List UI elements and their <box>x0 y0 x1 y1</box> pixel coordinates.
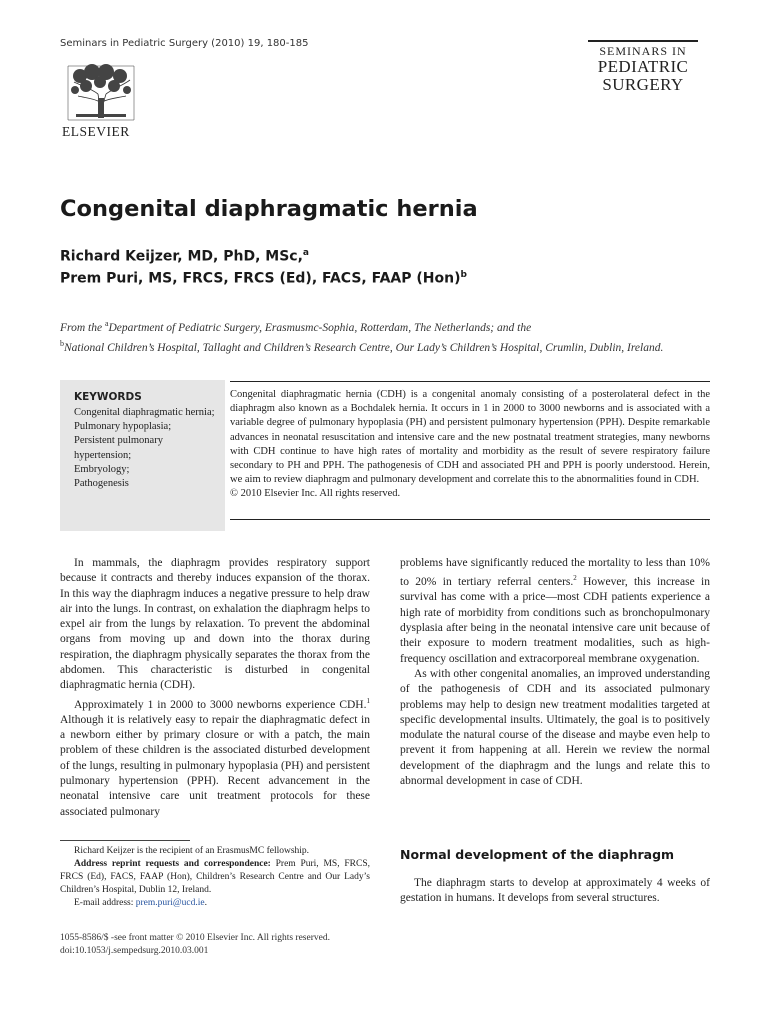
footnote-rule <box>60 840 190 841</box>
affiliation-a: Department of Pediatric Surgery, Erasmusmc-Sophia, Rotterdam, The Netherlands; and the <box>108 321 532 334</box>
journal-logo <box>588 40 698 94</box>
affiliation-prefix: From the <box>60 321 105 334</box>
footnote-email <box>60 897 370 910</box>
keywords-list <box>74 406 222 491</box>
journal-citation: Seminars in Pediatric Surgery (2010) 19, 180-185 <box>60 38 309 49</box>
body-text: However, this increase in survival has come with a price—most CDH patients experience a high rate of morbidity from conditions such as bronchopulmonary dysplasia after being in the neonatal intensive care unit because of their exposure to modern treatment modalities, such as high-frequency oscillation and extracorporeal membrane oxygenation. <box>400 576 711 665</box>
body-paragraph <box>60 694 370 820</box>
affiliation-a-mark: a <box>104 319 109 328</box>
keyword-item: Persistent pulmonary hypertension; <box>74 435 163 461</box>
article-title: Congenital diaphragmatic hernia <box>60 196 478 222</box>
body-column-right <box>400 556 710 789</box>
author-1-name: Richard Keijzer, MD, PhD, MSc, <box>60 248 303 265</box>
keyword-item: Congenital diaphragmatic hernia; <box>74 407 215 418</box>
reference-mark: 2 <box>573 574 577 583</box>
author-line-1 <box>60 248 309 265</box>
footnote-fellowship: Richard Keijzer is the recipient of an ErasmusMC fellowship. <box>74 846 310 856</box>
journal-logo-line1: SEMINARS IN <box>599 44 687 58</box>
abstract-copyright: © 2010 Elsevier Inc. All rights reserved. <box>230 488 401 500</box>
body-text: Although it is relatively easy to repair the diaphragmatic defect in a newborn either by primary closure or with a patch, the main problem of these children is the associated disturbed development of the lungs, resulting in pulmonary hypoplasia (PH) and persistent pulmonary hypertension (PPH). Recent advancement in the neonatal intensive care unit treatment protocols for these associated pulmonary <box>60 713 370 818</box>
section-heading: Normal development of the diaphragm <box>400 847 675 862</box>
abstract-text: Congenital diaphragmatic hernia (CDH) is a congenital anomaly consisting of a posterolateral defect in the diaphragm also known as a Bochdalek hernia. It occurs in 1 in 2000 to 3000 newborns and is associated with a variable degree of pulmonary hypoplasia (PH) and persistent pulmonary hypertension (PPH). Despite remarkable advances in neonatal resuscitation and intensive care and the new postnatal treatment strategies, many newborns with CDH continue to have high rates of mortality and morbidity as the result of severe respiratory failure secondary to PH and PPH. The pathogenesis of CDH and associated PH and PPH is poorly understood. Herein, we aim to review diaphragm and pulmonary development and correlate this to the abnormalities found in CDH. <box>230 389 710 486</box>
journal-logo-rule <box>588 40 698 42</box>
journal-logo-line2: PEDIATRIC <box>597 57 689 76</box>
abstract <box>230 388 710 502</box>
page-footer <box>60 932 330 958</box>
body-text: Approximately 1 in 2000 to 3000 newborns experience CDH. <box>74 698 367 711</box>
section-paragraph <box>400 876 710 907</box>
email-link[interactable]: prem.puri@ucd.ie <box>135 898 205 908</box>
keyword-item: Embryology; <box>74 463 130 475</box>
abstract-top-rule <box>230 381 710 382</box>
body-paragraph: The diaphragm starts to develop at approximately 4 weeks of gestation in humans. It develops from several structures. <box>400 877 710 905</box>
footnote <box>60 845 370 910</box>
body-paragraph: As with other congenital anomalies, an improved understanding of the pathogenesis of CDH and its associated pulmonary problems may help to design new treatment modalities targeted at specific developmental insults. Ultimately, the goal is to positively modulate the natural course of the disease and maybe even help to prevent it from happening at all. Herein we review the normal development of the diaphragm and the lungs and relate this to abnormal development in case of CDH. <box>400 667 710 787</box>
keyword-item: Pulmonary hypoplasia; <box>74 421 172 433</box>
footer-issn: 1055-8586/$ -see front matter © 2010 Elsevier Inc. All rights reserved. <box>60 933 330 943</box>
body-column-left <box>60 556 370 820</box>
publisher-name: ELSEVIER <box>62 124 130 139</box>
journal-logo-line3: SURGERY <box>602 75 684 94</box>
email-label: E-mail address: <box>74 898 136 908</box>
body-paragraph <box>400 556 710 667</box>
affiliation-b-mark: b <box>60 338 64 348</box>
keywords-heading: KEYWORDS <box>74 391 142 403</box>
footnote-correspondence-label: Address reprint requests and correspondence: <box>74 859 271 869</box>
author-2-affiliation-mark: b <box>460 270 467 280</box>
body-paragraph: In mammals, the diaphragm provides respiratory support because it contracts and thereby induces expansion of the thorax. In this way the diaphragm induces a negative pressure to help draw air into the lungs. In contrast, on exhalation the diaphragm helps to expel air from the lungs by relaxation. To prevent the abdominal organs from moving up and down into the thorax during respiration, the diaphragm physically separates the thorax from the abdomen. This characteristic is disturbed in congenital diaphragmatic hernia (CDH). <box>60 557 370 692</box>
footnote-correspondence <box>60 858 370 897</box>
reference-mark: 1 <box>366 696 370 705</box>
affiliations <box>60 316 700 356</box>
author-2-name: Prem Puri, MS, FRCS, FRCS (Ed), FACS, FAAP (Hon) <box>60 270 461 287</box>
body-text: problems have significantly reduced the mortality to less than 10% to 20% in tertiary referral centers. <box>400 557 710 589</box>
author-1-affiliation-mark: a <box>302 248 309 258</box>
footer-doi: doi:10.1053/j.sempedsurg.2010.03.001 <box>60 946 209 956</box>
abstract-bottom-rule <box>230 519 710 520</box>
keyword-item: Pathogenesis <box>74 478 129 490</box>
affiliation-b: National Children’s Hospital, Tallaght and Children’s Research Centre, Our Lady’s Children’s Hospital, Crumlin, Dublin, Ireland. <box>64 341 664 354</box>
email-end: . <box>204 898 208 908</box>
author-line-2 <box>60 270 467 287</box>
footnote-correspondence-text: Prem Puri, MS, FRCS, FRCS (Ed), FACS, FAAP (Hon), Children’s Research Centre and Our Lady’s Children’s Hospital, Dublin 12, Ireland. <box>60 859 370 895</box>
